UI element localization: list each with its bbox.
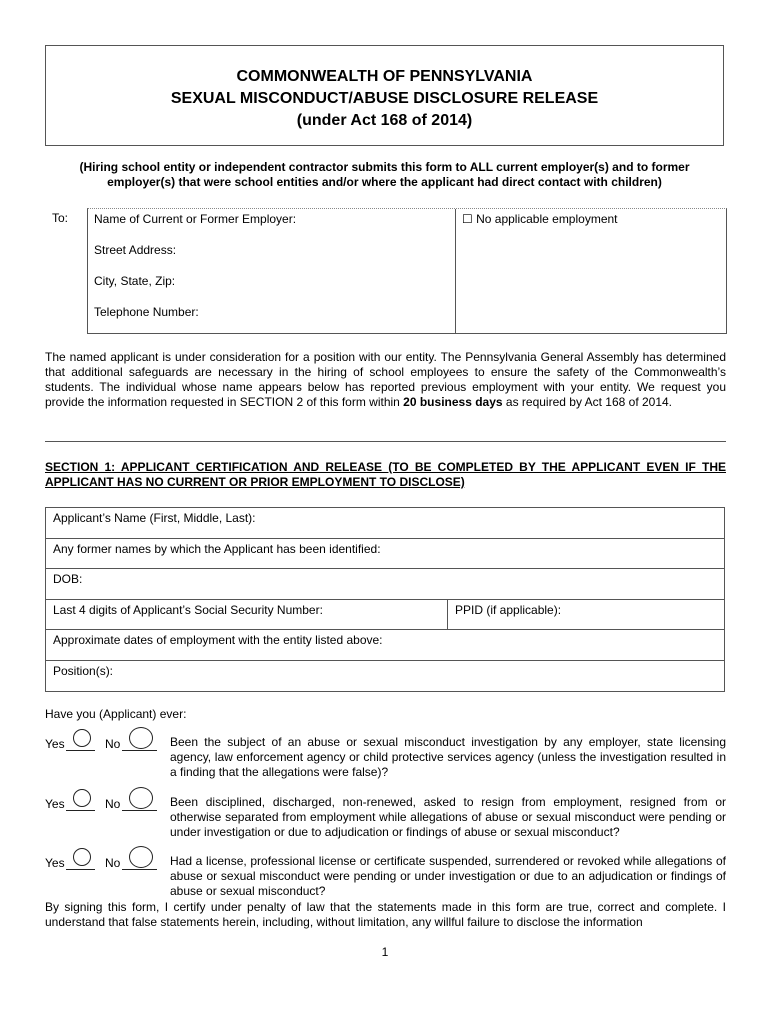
no-label: No xyxy=(105,797,121,811)
yes-radio[interactable] xyxy=(73,729,91,747)
employer-fields xyxy=(88,209,456,333)
yes-label: Yes xyxy=(45,797,65,811)
form-title-box xyxy=(45,45,724,146)
yes-radio[interactable] xyxy=(73,789,91,807)
to-label: To: xyxy=(52,211,69,225)
question-3 xyxy=(45,854,727,902)
yes-radio[interactable] xyxy=(73,848,91,866)
applicant-name-field[interactable]: Applicant’s Name (First, Middle, Last): xyxy=(46,508,724,539)
yes-line xyxy=(66,869,95,870)
no-applicable-employment-checkbox[interactable]: ☐ No applicable employment xyxy=(462,212,618,226)
no-line xyxy=(122,750,157,751)
employment-dates-field[interactable]: Approximate dates of employment with the entity listed above: xyxy=(46,630,724,661)
question-2-text: Been disciplined, discharged, non-renewed, asked to resign from employment, resigned from or otherwise separated from employment while allegations of abuse or sexual misconduct were pending or under investigation or due to adjudication or findings of abuse or sexual misconduct? xyxy=(170,795,726,839)
yes-label: Yes xyxy=(45,737,65,751)
telephone-field[interactable]: Telephone Number: xyxy=(94,305,199,319)
question-2 xyxy=(45,795,727,843)
section-divider xyxy=(45,441,726,442)
no-line xyxy=(122,810,157,811)
city-state-zip-field[interactable]: City, State, Zip: xyxy=(94,274,176,288)
ssn-field[interactable]: Last 4 digits of Applicant’s Social Security Number: xyxy=(53,602,323,617)
intro-text-after: as required by Act 168 of 2014. xyxy=(502,395,673,409)
no-radio[interactable] xyxy=(129,787,153,809)
no-line xyxy=(122,869,157,870)
no-radio[interactable] xyxy=(129,846,153,868)
employer-name-field[interactable]: Name of Current or Former Employer: xyxy=(94,212,297,226)
position-field[interactable]: Position(s): xyxy=(53,663,114,678)
form-title-line1: COMMONWEALTH OF PENNSYLVANIA xyxy=(236,68,533,85)
employer-address-box xyxy=(87,208,727,334)
form-subtitle xyxy=(45,160,724,190)
subtitle-line1: (Hiring school entity or independent contractor submits this form to ALL current employer(s) and to former xyxy=(79,160,690,174)
page-number: 1 xyxy=(381,945,389,959)
dob-field[interactable]: DOB: xyxy=(46,569,724,600)
question-1 xyxy=(45,735,727,783)
ppid-field[interactable]: PPID (if applicable): xyxy=(447,600,561,630)
street-address-field[interactable]: Street Address: xyxy=(94,243,177,257)
applicant-info-table xyxy=(45,507,725,692)
questions-intro: Have you (Applicant) ever: xyxy=(45,707,187,721)
question-2-yes-no xyxy=(45,795,163,819)
no-radio[interactable] xyxy=(129,727,153,749)
former-names-field[interactable]: Any former names by which the Applicant has been identified: xyxy=(46,539,724,570)
yes-line xyxy=(66,810,95,811)
question-3-yes-no xyxy=(45,854,163,878)
section1-heading: SECTION 1: APPLICANT CERTIFICATION AND RELEASE (TO BE COMPLETED BY THE APPLICANT EVEN IF THE APPLICANT HAS NO CURRENT OR PRIOR EMPLOYMENT TO DISCLOSE) xyxy=(45,460,726,489)
form-title-line3: (under Act 168 of 2014) xyxy=(296,112,473,129)
intro-text-before: The named applicant is under consideration for a position with our entity. The Pennsylvania General Assembly has determined that additional safeguards are necessary in the hiring of school employees to ensure the safety of the Commonwealth’s students. The individual whose name appears below has reported previous employment with your entity. We request you provide the information requested in SECTION 2 of this form within xyxy=(45,350,726,409)
yes-label: Yes xyxy=(45,856,65,870)
form-title-line2: SEXUAL MISCONDUCT/ABUSE DISCLOSURE RELEASE xyxy=(170,90,599,107)
intro-paragraph xyxy=(45,350,726,410)
yes-line xyxy=(66,750,95,751)
question-1-text: Been the subject of an abuse or sexual misconduct investigation by any employer, state licensing agency, law enforcement agency or child protective services agency (unless the investigation resulted in a finding that the allegations were false)? xyxy=(170,735,726,779)
no-label: No xyxy=(105,856,121,870)
no-label: No xyxy=(105,737,121,751)
intro-text-bold: 20 business days xyxy=(403,395,503,409)
certification-text: By signing this form, I certify under penalty of law that the statements made in this form are true, correct and complete. I understand that false statements herein, including, without limitation, any willful failure to disclose the information xyxy=(45,900,726,929)
subtitle-line2: employer(s) that were school entities and/or where the applicant had direct contact with children) xyxy=(107,175,662,189)
ssn-ppid-row xyxy=(46,600,724,631)
question-1-yes-no xyxy=(45,735,163,759)
question-3-text: Had a license, professional license or certificate suspended, surrendered or revoked while allegations of abuse or sexual misconduct were pending or under investigation or due to an adjudication or findings of abuse or sexual misconduct? xyxy=(170,854,726,898)
